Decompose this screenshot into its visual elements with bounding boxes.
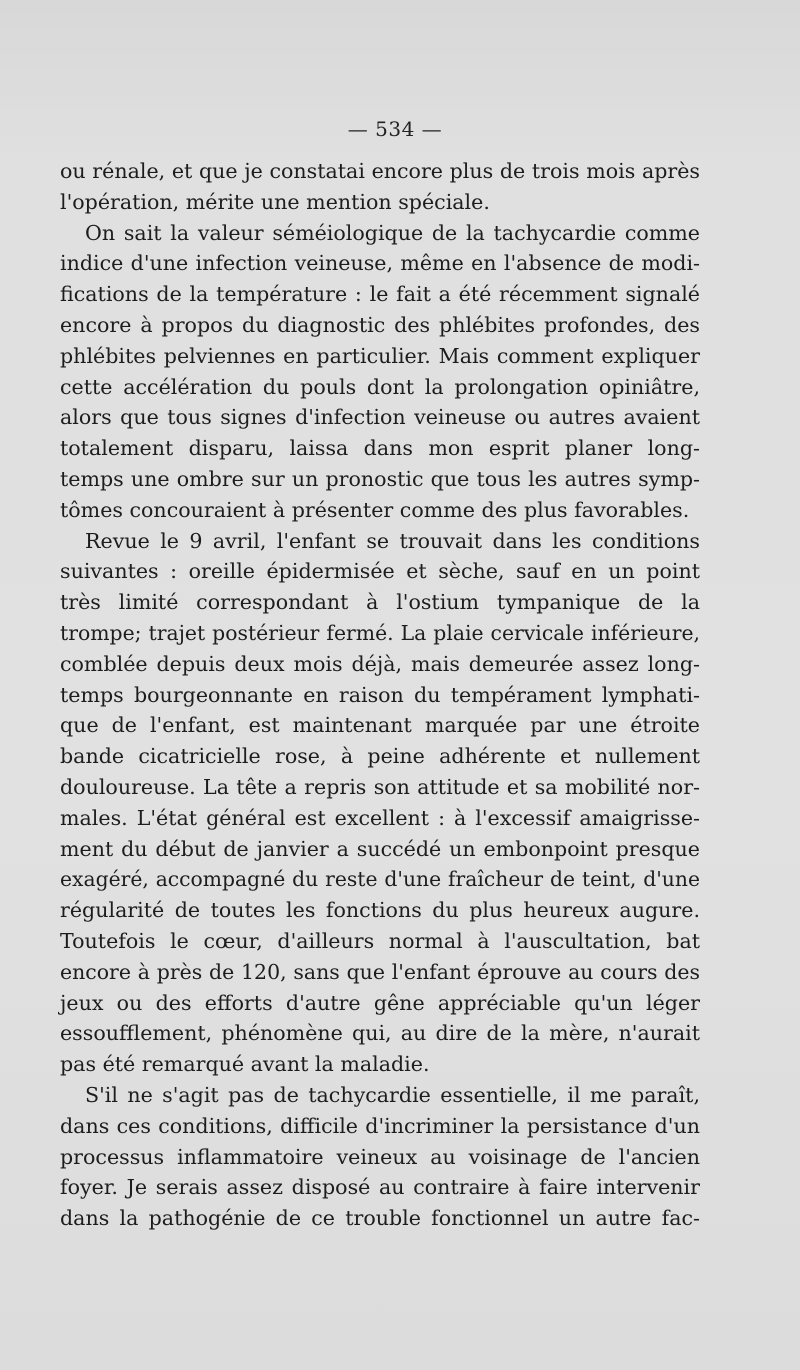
text-line: suivantes : oreille épidermisée et sèche, sauf en un point [60,559,700,584]
text-line: trompe; trajet postérieur fermé. La plaie cervicale inférieure, [60,620,700,645]
text-line: exagéré, accompagné du reste d'une fraîcheur de teint, d'une [60,867,700,892]
text-line: encore à propos du diagnostic des phlébites profondes, des [60,312,700,337]
text-line: S'il ne s'agit pas de tachycardie essentielle, il me paraît, [85,1082,700,1107]
text-line: que de l'enfant, est maintenant marquée par une étroite [60,713,700,738]
text-line: jeux ou des efforts d'autre gêne appréciable qu'un léger [60,990,700,1015]
body-text [60,156,700,1234]
text-line: ou rénale, et que je constatai encore plus de trois mois après [60,159,700,183]
text-line: On sait la valeur séméiologique de la tachycardie comme [85,220,700,245]
text-line: totalement disparu, laissa dans mon esprit planer long- [60,436,700,461]
text-line: essoufflement, phénomène qui, au dire de la mère, n'aurait [60,1021,700,1046]
text-line: régularité de toutes les fonctions du plus heureux augure. [60,898,700,923]
text-line: cette accélération du pouls dont la prolongation opiniâtre, [60,374,700,399]
text-line: l'opération, mérite une mention spéciale. [60,189,490,214]
text-line: Toutefois le cœur, d'ailleurs normal à l'auscultation, bat [60,928,700,953]
text-line: temps bourgeonnante en raison du tempérament lymphati- [60,682,700,707]
text-line: Revue le 9 avril, l'enfant se trouvait dans les conditions [85,528,700,553]
text-line: temps une ombre sur un pronostic que tous les autres symp- [60,466,700,491]
text-line: males. L'état général est excellent : à l'excessif amaigrisse- [60,805,700,830]
text-line: bande cicatricielle rose, à peine adhérente et nullement [60,744,700,769]
text-line: très limité correspondant à l'ostium tympanique de la [60,590,700,615]
text-line: indice d'une infection veineuse, même en l'absence de modi- [60,251,700,276]
text-line: douloureuse. La tête a repris son attitude et sa mobilité nor- [60,774,700,799]
text-line: phlébites pelviennes en particulier. Mais comment expliquer [60,343,700,368]
text-line: alors que tous signes d'infection veineuse ou autres avaient [60,405,700,430]
text-line: tômes concouraient à présenter comme des plus favorables. [60,497,690,522]
text-line: encore à près de 120, sans que l'enfant éprouve au cours des [60,959,700,984]
text-line: comblée depuis deux mois déjà, mais demeurée assez long- [60,651,700,676]
text-line: processus inflammatoire veineux au voisinage de l'ancien [60,1144,700,1169]
text-line: pas été remarqué avant la maladie. [60,1052,430,1077]
text-line: foyer. Je serais assez disposé au contraire à faire intervenir [60,1175,700,1200]
text-line: ment du début de janvier a succédé un embonpoint presque [60,836,700,861]
text-line: dans la pathogénie de ce trouble fonctionnel un autre fac- [60,1206,700,1231]
text-line: dans ces conditions, difficile d'incriminer la persistance d'un [60,1113,700,1138]
text-line: fications de la température : le fait a été récemment signalé [60,282,700,307]
page-number: — 534 — [347,117,443,141]
